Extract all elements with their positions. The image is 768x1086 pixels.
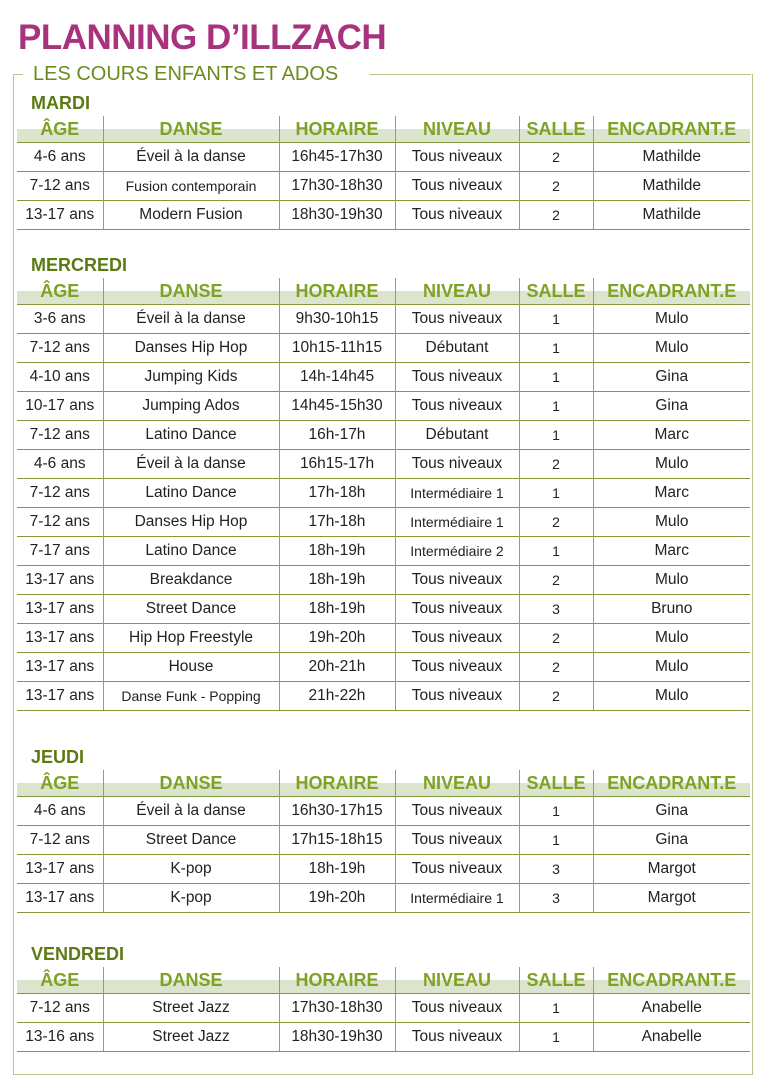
table-row <box>17 537 750 566</box>
table-row <box>17 855 750 884</box>
instructor-cell: Mulo <box>593 653 750 682</box>
room-cell: 2 <box>519 450 593 479</box>
instructor-cell: Gina <box>593 363 750 392</box>
table-header-row <box>17 278 750 305</box>
room-cell: 2 <box>519 624 593 653</box>
time-cell: 19h-20h <box>279 884 395 913</box>
instructor-cell: Margot <box>593 884 750 913</box>
age-cell: 13-17 ans <box>17 682 103 711</box>
time-cell: 17h30-18h30 <box>279 172 395 201</box>
time-cell: 18h-19h <box>279 855 395 884</box>
table-row <box>17 595 750 624</box>
instructor-cell: Gina <box>593 797 750 826</box>
level-cell: Tous niveaux <box>395 994 519 1023</box>
room-cell: 2 <box>519 143 593 172</box>
table-row <box>17 363 750 392</box>
instructor-cell: Gina <box>593 826 750 855</box>
table-row <box>17 392 750 421</box>
dance-cell: Danses Hip Hop <box>103 334 279 363</box>
level-cell: Débutant <box>395 421 519 450</box>
table-row <box>17 143 750 172</box>
instructor-cell: Marc <box>593 537 750 566</box>
dance-cell: Éveil à la danse <box>103 143 279 172</box>
page-subtitle: LES COURS ENFANTS ET ADOS <box>30 63 341 86</box>
room-cell: 2 <box>519 566 593 595</box>
age-cell: 4-10 ans <box>17 363 103 392</box>
table-row <box>17 421 750 450</box>
level-cell: Tous niveaux <box>395 1023 519 1052</box>
time-cell: 14h45-15h30 <box>279 392 395 421</box>
room-cell: 1 <box>519 392 593 421</box>
age-cell: 13-17 ans <box>17 201 103 230</box>
header-dance: DANSE <box>103 116 279 143</box>
room-cell: 1 <box>519 797 593 826</box>
level-cell: Tous niveaux <box>395 450 519 479</box>
time-cell: 16h45-17h30 <box>279 143 395 172</box>
table-row <box>17 653 750 682</box>
header-instructor: ENCADRANT.E <box>593 116 750 143</box>
room-cell: 1 <box>519 479 593 508</box>
time-cell: 16h-17h <box>279 421 395 450</box>
instructor-cell: Mulo <box>593 450 750 479</box>
instructor-cell: Marc <box>593 479 750 508</box>
room-cell: 2 <box>519 653 593 682</box>
instructor-cell: Mathilde <box>593 172 750 201</box>
level-cell: Intermédiaire 2 <box>395 537 519 566</box>
room-cell: 2 <box>519 201 593 230</box>
time-cell: 21h-22h <box>279 682 395 711</box>
day-heading: MERCREDI <box>31 255 128 275</box>
header-room: SALLE <box>519 116 593 143</box>
header-time: HORAIRE <box>279 116 395 143</box>
age-cell: 10-17 ans <box>17 392 103 421</box>
level-cell: Tous niveaux <box>395 172 519 201</box>
time-cell: 18h-19h <box>279 595 395 624</box>
room-cell: 2 <box>519 682 593 711</box>
instructor-cell: Mulo <box>593 682 750 711</box>
room-cell: 1 <box>519 537 593 566</box>
header-instructor: ENCADRANT.E <box>593 770 750 797</box>
header-level: NIVEAU <box>395 770 519 797</box>
table-row <box>17 172 750 201</box>
header-age: ÂGE <box>17 770 103 797</box>
day-section <box>17 252 750 711</box>
dance-cell: Modern Fusion <box>103 201 279 230</box>
header-instructor: ENCADRANT.E <box>593 967 750 994</box>
level-cell: Tous niveaux <box>395 624 519 653</box>
level-cell: Intermédiaire 1 <box>395 884 519 913</box>
header-age: ÂGE <box>17 967 103 994</box>
age-cell: 7-12 ans <box>17 479 103 508</box>
header-time: HORAIRE <box>279 278 395 305</box>
time-cell: 20h-21h <box>279 653 395 682</box>
level-cell: Tous niveaux <box>395 595 519 624</box>
header-level: NIVEAU <box>395 278 519 305</box>
age-cell: 7-12 ans <box>17 421 103 450</box>
age-cell: 13-17 ans <box>17 884 103 913</box>
header-level: NIVEAU <box>395 967 519 994</box>
table-header-row <box>17 116 750 143</box>
level-cell: Tous niveaux <box>395 855 519 884</box>
level-cell: Intermédiaire 1 <box>395 479 519 508</box>
age-cell: 7-12 ans <box>17 172 103 201</box>
room-cell: 1 <box>519 334 593 363</box>
table-row <box>17 826 750 855</box>
day-heading: MARDI <box>31 93 90 113</box>
day-section <box>17 941 750 1052</box>
time-cell: 17h-18h <box>279 479 395 508</box>
dance-cell: Éveil à la danse <box>103 305 279 334</box>
dance-cell: Latino Dance <box>103 421 279 450</box>
age-cell: 13-17 ans <box>17 566 103 595</box>
instructor-cell: Marc <box>593 421 750 450</box>
instructor-cell: Mulo <box>593 508 750 537</box>
time-cell: 18h-19h <box>279 537 395 566</box>
time-cell: 17h15-18h15 <box>279 826 395 855</box>
table-row <box>17 479 750 508</box>
age-cell: 13-16 ans <box>17 1023 103 1052</box>
table-row <box>17 334 750 363</box>
dance-cell: K-pop <box>103 884 279 913</box>
room-cell: 1 <box>519 826 593 855</box>
dance-cell: Street Jazz <box>103 994 279 1023</box>
time-cell: 17h30-18h30 <box>279 994 395 1023</box>
dance-cell: Street Dance <box>103 826 279 855</box>
age-cell: 3-6 ans <box>17 305 103 334</box>
time-cell: 10h15-11h15 <box>279 334 395 363</box>
dance-cell: Jumping Ados <box>103 392 279 421</box>
dance-cell: House <box>103 653 279 682</box>
table-header-row <box>17 967 750 994</box>
header-dance: DANSE <box>103 278 279 305</box>
instructor-cell: Bruno <box>593 595 750 624</box>
day-heading: VENDREDI <box>31 944 125 964</box>
time-cell: 18h30-19h30 <box>279 1023 395 1052</box>
dance-cell: Danse Funk - Popping <box>103 682 279 711</box>
level-cell: Tous niveaux <box>395 363 519 392</box>
table-row <box>17 566 750 595</box>
dance-cell: Breakdance <box>103 566 279 595</box>
room-cell: 2 <box>519 172 593 201</box>
header-room: SALLE <box>519 967 593 994</box>
table-row <box>17 305 750 334</box>
table-row <box>17 884 750 913</box>
header-age: ÂGE <box>17 116 103 143</box>
room-cell: 1 <box>519 1023 593 1052</box>
age-cell: 13-17 ans <box>17 595 103 624</box>
day-section <box>17 744 750 913</box>
table-row <box>17 624 750 653</box>
frame-top-border-left <box>13 74 23 75</box>
level-cell: Tous niveaux <box>395 305 519 334</box>
age-cell: 7-17 ans <box>17 537 103 566</box>
day-heading: JEUDI <box>31 747 85 767</box>
instructor-cell: Margot <box>593 855 750 884</box>
age-cell: 13-17 ans <box>17 855 103 884</box>
instructor-cell: Gina <box>593 392 750 421</box>
schedule-table <box>17 116 750 230</box>
header-room: SALLE <box>519 278 593 305</box>
dance-cell: Latino Dance <box>103 479 279 508</box>
dance-cell: Éveil à la danse <box>103 450 279 479</box>
room-cell: 1 <box>519 994 593 1023</box>
header-dance: DANSE <box>103 967 279 994</box>
age-cell: 4-6 ans <box>17 797 103 826</box>
time-cell: 17h-18h <box>279 508 395 537</box>
age-cell: 7-12 ans <box>17 994 103 1023</box>
dance-cell: K-pop <box>103 855 279 884</box>
level-cell: Tous niveaux <box>395 682 519 711</box>
schedule-table <box>17 770 750 913</box>
dance-cell: Hip Hop Freestyle <box>103 624 279 653</box>
room-cell: 1 <box>519 421 593 450</box>
age-cell: 13-17 ans <box>17 653 103 682</box>
page-title: PLANNING D’ILLZACH <box>18 18 387 57</box>
age-cell: 4-6 ans <box>17 450 103 479</box>
dance-cell: Jumping Kids <box>103 363 279 392</box>
instructor-cell: Anabelle <box>593 994 750 1023</box>
level-cell: Tous niveaux <box>395 797 519 826</box>
instructor-cell: Mulo <box>593 624 750 653</box>
day-section <box>17 90 750 230</box>
dance-cell: Danses Hip Hop <box>103 508 279 537</box>
level-cell: Tous niveaux <box>395 201 519 230</box>
age-cell: 13-17 ans <box>17 624 103 653</box>
table-row <box>17 201 750 230</box>
time-cell: 16h15-17h <box>279 450 395 479</box>
dance-cell: Éveil à la danse <box>103 797 279 826</box>
room-cell: 2 <box>519 508 593 537</box>
instructor-cell: Anabelle <box>593 1023 750 1052</box>
table-row <box>17 994 750 1023</box>
dance-cell: Street Dance <box>103 595 279 624</box>
instructor-cell: Mathilde <box>593 201 750 230</box>
room-cell: 1 <box>519 363 593 392</box>
level-cell: Tous niveaux <box>395 143 519 172</box>
age-cell: 4-6 ans <box>17 143 103 172</box>
header-time: HORAIRE <box>279 770 395 797</box>
room-cell: 3 <box>519 884 593 913</box>
instructor-cell: Mulo <box>593 566 750 595</box>
header-instructor: ENCADRANT.E <box>593 278 750 305</box>
table-row <box>17 682 750 711</box>
header-age: ÂGE <box>17 278 103 305</box>
room-cell: 3 <box>519 855 593 884</box>
instructor-cell: Mulo <box>593 334 750 363</box>
room-cell: 3 <box>519 595 593 624</box>
level-cell: Tous niveaux <box>395 653 519 682</box>
header-level: NIVEAU <box>395 116 519 143</box>
age-cell: 7-12 ans <box>17 826 103 855</box>
level-cell: Tous niveaux <box>395 826 519 855</box>
time-cell: 16h30-17h15 <box>279 797 395 826</box>
time-cell: 19h-20h <box>279 624 395 653</box>
time-cell: 14h-14h45 <box>279 363 395 392</box>
level-cell: Tous niveaux <box>395 392 519 421</box>
age-cell: 7-12 ans <box>17 508 103 537</box>
dance-cell: Street Jazz <box>103 1023 279 1052</box>
table-header-row <box>17 770 750 797</box>
schedule-table <box>17 967 750 1052</box>
header-dance: DANSE <box>103 770 279 797</box>
level-cell: Débutant <box>395 334 519 363</box>
schedule-table <box>17 278 750 711</box>
table-row <box>17 1023 750 1052</box>
table-row <box>17 450 750 479</box>
age-cell: 7-12 ans <box>17 334 103 363</box>
table-row <box>17 508 750 537</box>
level-cell: Tous niveaux <box>395 566 519 595</box>
room-cell: 1 <box>519 305 593 334</box>
level-cell: Intermédiaire 1 <box>395 508 519 537</box>
frame-top-border-right <box>370 74 751 75</box>
time-cell: 18h-19h <box>279 566 395 595</box>
header-room: SALLE <box>519 770 593 797</box>
instructor-cell: Mathilde <box>593 143 750 172</box>
dance-cell: Latino Dance <box>103 537 279 566</box>
header-time: HORAIRE <box>279 967 395 994</box>
table-row <box>17 797 750 826</box>
time-cell: 18h30-19h30 <box>279 201 395 230</box>
time-cell: 9h30-10h15 <box>279 305 395 334</box>
instructor-cell: Mulo <box>593 305 750 334</box>
dance-cell: Fusion contemporain <box>103 172 279 201</box>
